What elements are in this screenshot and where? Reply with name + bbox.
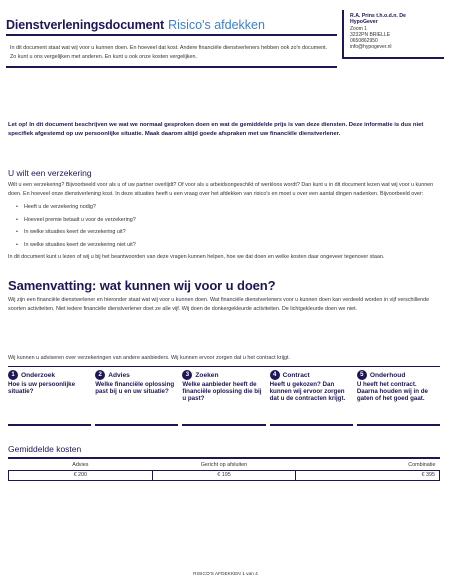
step-search: [182, 370, 265, 426]
contact-postal-city: 3232PN BRIELLE: [350, 31, 391, 38]
document-header: [6, 18, 336, 68]
step-maintenance: [357, 370, 440, 426]
summary-heading: Samenvatting: wat kunnen wij voor u doen?: [8, 278, 276, 293]
step-description: Hoe is uw persoonlijke situatie?: [8, 381, 76, 396]
costs-header-afsluiten: Gericht op afsluiten: [200, 461, 248, 468]
section-insurance-body: Bijvoorbeeld voor als u of uw partner overlijdt? Of voor als u arbeidsongeschikt of werkloos wordt? Dan kunt u in dit document lezen wat wij voor u kunnen doen. En hoeveel onze dienstverlening kost. In deze situaties heeft u een vraag over het afdekken van risico's en moet u over een aantal dingen nadenken. Bijvoorbeeld over:: [8, 182, 434, 197]
costs-header-advies: Advies: [72, 461, 89, 468]
step-header: [182, 370, 263, 380]
list-item: • In welke situaties keert de verzekering uit?: [16, 226, 440, 239]
section-insurance-heading: U wilt een verzekering: [8, 168, 92, 178]
section-insurance: [8, 168, 440, 261]
list-item: • Heeft u de verzekering nodig?: [16, 201, 440, 214]
step-number-badge: 2: [95, 370, 105, 380]
step-title: Contract: [282, 371, 310, 379]
step-description: Welke aanbieder heeft de financiële oplossing die bij u past?: [182, 381, 262, 403]
contact-block: [342, 10, 444, 59]
step-contract: [270, 370, 353, 426]
contact-street: Zoom 1: [350, 25, 367, 32]
list-item: • In welke situaties keert de verzekering niet uit?: [16, 239, 440, 252]
notice-text: Let op! In dit document beschrijven we wat we normaal gesproken doen en wat de gemiddelde prijs is van deze diensten. Deze informatie is dus niet specifiek afgestemd op uw persoonlijke situatie. Maak daarom altijd goede afspraken met uw financiële dienstverlener.: [8, 122, 424, 138]
section-insurance-lead: Wilt u een verzekering?: [8, 182, 65, 188]
step-header: [357, 370, 438, 380]
contact-phone: 0650862950: [350, 38, 378, 45]
costs-value-afsluiten: € 195: [152, 470, 296, 480]
step-header: [8, 370, 89, 380]
summary-text: Wij zijn een financiële dienstverlener en hieronder staat wat wij voor u kunnen doen. Wat financiële dienstverleners voor u kunnen doen kan verdeeld worden in vijf verschillende soorten activiteiten. Niet iedere financiële dienstverlener doet ze alle vijf. Wij doen de donkergekleurde activiteiten. De lichtgekleurde doen we niet.: [8, 297, 430, 312]
costs-divider: [8, 457, 440, 459]
step-research: [8, 370, 91, 426]
step-number-badge: 3: [182, 370, 192, 380]
section-insurance-closing: In dit document kunt u lezen of wij u bij het beantwoorden van deze vragen kunnen helpen, hoe we dat doen en welke kosten daar ongeveer tegenover staan.: [8, 253, 385, 260]
step-title: Advies: [108, 371, 130, 379]
costs-header-combinatie: Combinatie: [408, 461, 436, 468]
title-divider: [6, 34, 337, 36]
section-summary: [8, 278, 440, 313]
costs-heading: Gemiddelde kosten: [8, 444, 82, 454]
step-number-badge: 4: [270, 370, 280, 380]
costs-header-row: [9, 460, 440, 470]
steps-divider: [8, 366, 440, 367]
step-description: U heeft het contract. Daarna houden wij in de gaten of het goed gaat.: [356, 381, 428, 403]
step-advice: [95, 370, 178, 426]
step-header: [270, 370, 351, 380]
document-title: [6, 18, 336, 32]
step-title: Onderhoud: [369, 371, 406, 379]
intro-text: In dit document staat wat wij voor u kunnen doen. En hoeveel dat kost. Andere financiële dienstverleners hebben ook zo'n document. Zo kunt u ons vergelijken met anderen. En kunt u ook onze kosten vergelijken.: [6, 44, 337, 68]
step-description: Heeft u gekozen? Dan kunnen wij ervoor zorgen dat u de contracten krijgt.: [269, 381, 346, 403]
costs-value-combinatie: € 395: [296, 470, 440, 480]
step-number-badge: 5: [357, 370, 367, 380]
document-title-main: Dienstverleningsdocument: [6, 18, 165, 32]
contact-name-line2: HypoGever: [350, 19, 378, 26]
section-insurance-paragraph: [8, 181, 440, 198]
step-header: [95, 370, 176, 380]
step-title: Onderzoek: [21, 371, 56, 379]
step-description: Welke financiële oplossing past bij u en uw situatie?: [95, 381, 175, 396]
costs-table: [8, 460, 440, 481]
costs-value-advies: € 200: [9, 470, 153, 480]
page-footer: RISICO'S AFDEKKEN 1 van 4: [193, 572, 258, 577]
contact-email: info@hypogever.nl: [350, 44, 392, 51]
step-number-badge: 1: [8, 370, 18, 380]
contact-name-line1: R.A. Prins t.h.o.d.n. De: [350, 13, 406, 19]
advise-line: Wij kunnen u adviseren over verzekeringen van andere aanbieders. Wij kunnen ervoor zorgen dat u het contract krijgt.: [8, 355, 290, 361]
list-item: • Hoeveel premie betaalt u voor de verzekering?: [16, 214, 440, 227]
activity-steps: [8, 370, 440, 426]
table-row: [9, 470, 440, 480]
step-title: Zoeken: [195, 371, 219, 379]
document-title-sub: Risico's afdekken: [168, 18, 265, 32]
question-list: [16, 201, 440, 251]
